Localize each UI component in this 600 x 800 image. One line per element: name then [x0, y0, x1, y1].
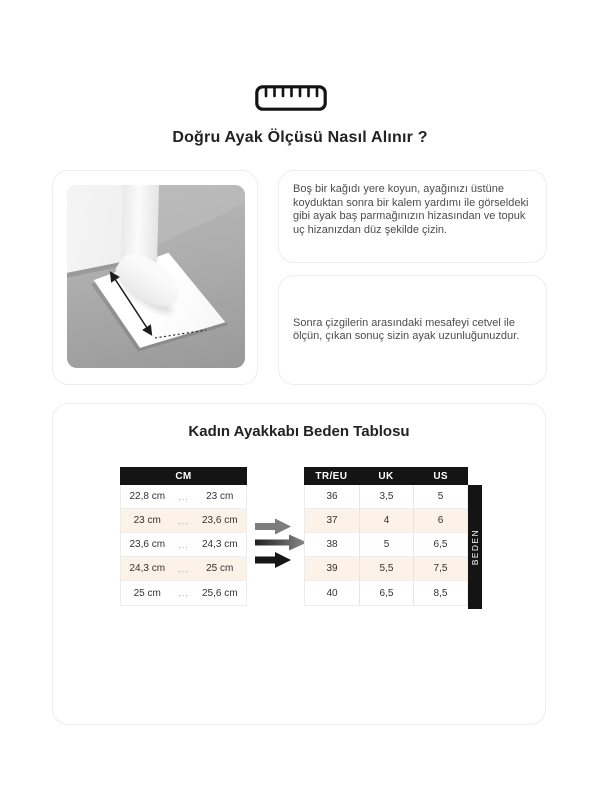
size-table-title: Kadın Ayakkabı Beden Tablosu [188, 423, 410, 440]
size-table-row: 39 5,5 7,5 [305, 557, 467, 581]
cm-table [120, 467, 247, 606]
page-title: Doğru Ayak Ölçüsü Nasıl Alınır ? [172, 129, 428, 146]
sizes-table-body [304, 485, 468, 606]
cm-table-row: 24,3 cm ... 25 cm [121, 557, 246, 581]
header-tr-eu: TR/EU [315, 470, 348, 482]
size-table-row: 36 3,5 5 [305, 485, 467, 509]
header-uk: UK [378, 470, 394, 482]
foot-measurement-photo [67, 185, 245, 368]
conversion-arrows-icon [255, 515, 307, 574]
cm-table-row: 23,6 cm ... 24,3 cm [121, 533, 246, 557]
size-table-row: 38 5 6,5 [305, 533, 467, 557]
size-table-row: 37 4 6 [305, 509, 467, 533]
cm-table-row: 22,8 cm ... 23 cm [121, 485, 246, 509]
range-separator: ... [178, 539, 189, 550]
cm-table-header: CM [120, 467, 247, 485]
beden-side-bar [468, 485, 482, 609]
range-separator: ... [178, 491, 189, 502]
ruler-icon [255, 85, 327, 111]
cm-table-row: 23 cm ... 23,6 cm [121, 509, 246, 533]
range-separator: ... [178, 515, 189, 526]
sizes-table-header [304, 467, 468, 485]
beden-label: BEDEN [470, 528, 480, 566]
measurement-arrow-icon [67, 185, 245, 368]
step1-card [278, 170, 547, 263]
range-separator: ... [178, 588, 189, 598]
step1-text: Boş bir kağıdı yere koyun, ayağınızı üstüne koyduktan sonra bir kalem yardımı ile görseldeki gibi ayak baş parmağınızın hizasından ve topuk uç hizanızdan düz şekilde çizin. [293, 183, 529, 236]
size-table-row: 40 6,5 8,5 [305, 581, 467, 605]
size-table-card [52, 403, 546, 725]
step2-card [278, 275, 547, 385]
measurement-photo-card [52, 170, 258, 385]
sizes-table [304, 467, 468, 606]
range-separator: ... [178, 563, 189, 574]
cm-table-body [120, 485, 247, 606]
step2-text: Sonra çizgilerin arasındaki mesafeyi cetvel ile ölçün, çıkan sonuç sizin ayak uzunluğunuzdur. [293, 316, 520, 342]
header-us: US [433, 470, 449, 482]
cm-table-row: 25 cm ... 25,6 cm [133, 587, 238, 599]
